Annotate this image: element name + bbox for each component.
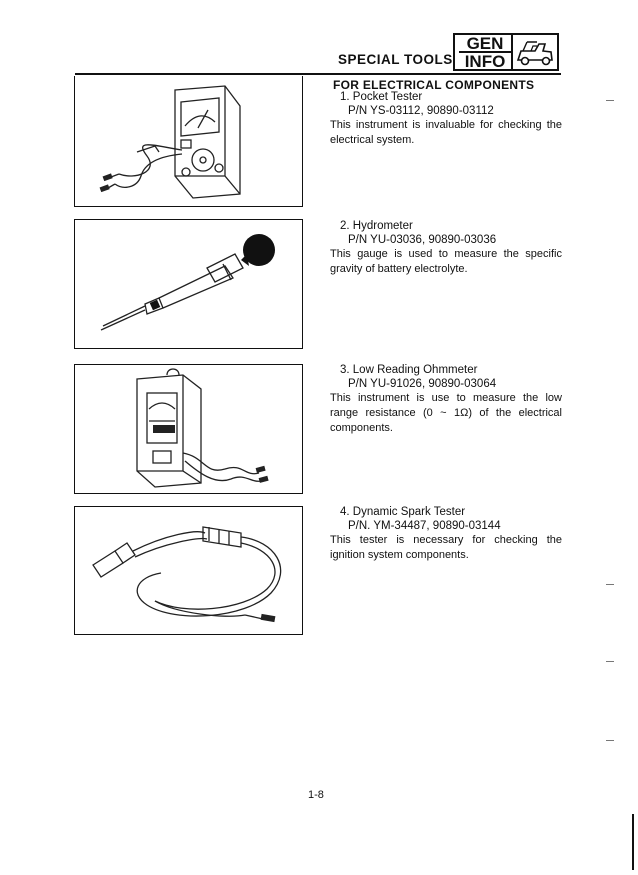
tool-3-description: This instrument is use to measure the low range resistance (0 ~ 1Ω) of the electrical components. <box>330 392 562 434</box>
header-rule <box>75 73 561 75</box>
section-heading: FOR ELECTRICAL COMPONENTS <box>333 78 535 92</box>
tool-figure-pocket-tester <box>74 76 303 207</box>
page-number: 1-8 <box>308 789 324 801</box>
badge-gen-label: GEN <box>459 34 513 53</box>
tool-3-title: 3. Low Reading Ohmmeter <box>340 364 478 376</box>
tool-4-text <box>330 505 562 563</box>
scan-mark <box>606 100 614 101</box>
golf-cart-icon <box>515 38 555 68</box>
tool-3-text <box>330 363 562 436</box>
tool-2-description: This gauge is used to measure the specific gravity of battery electrolyte. <box>330 248 562 275</box>
binding-mark <box>632 814 634 870</box>
tool-4-part-number: P/N. YM-34487, 90890-03144 <box>348 520 501 532</box>
tool-1-part-number: P/N YS-03112, 90890-03112 <box>348 105 494 117</box>
tool-figure-ohmmeter <box>74 364 303 494</box>
badge-info-label: INFO <box>459 53 513 71</box>
scan-mark <box>606 584 614 585</box>
tool-1-text <box>330 90 562 148</box>
hydrometer-illustration <box>75 220 301 347</box>
spark-tester-illustration <box>75 507 301 633</box>
scan-mark <box>606 661 614 662</box>
pocket-tester-illustration <box>75 76 301 204</box>
tool-figure-spark-tester <box>74 506 303 635</box>
ohmmeter-illustration <box>75 365 301 492</box>
tool-3-part-number: P/N YU-91026, 90890-03064 <box>348 378 497 390</box>
tool-2-part-number: P/N YU-03036, 90890-03036 <box>348 234 497 246</box>
gen-info-badge <box>453 33 559 71</box>
page-section-title: SPECIAL TOOLS <box>338 52 453 67</box>
tool-1-title: 1. Pocket Tester <box>340 91 423 103</box>
tool-1-description: This instrument is invaluable for checking the electrical system. <box>330 119 562 146</box>
tool-4-title: 4. Dynamic Spark Tester <box>340 506 466 518</box>
tool-2-text <box>330 219 562 277</box>
tool-figure-hydrometer <box>74 219 303 349</box>
tool-2-title: 2. Hydrometer <box>340 220 413 232</box>
scan-mark <box>606 740 614 741</box>
tool-4-description: This tester is necessary for checking the ignition system components. <box>330 534 562 561</box>
